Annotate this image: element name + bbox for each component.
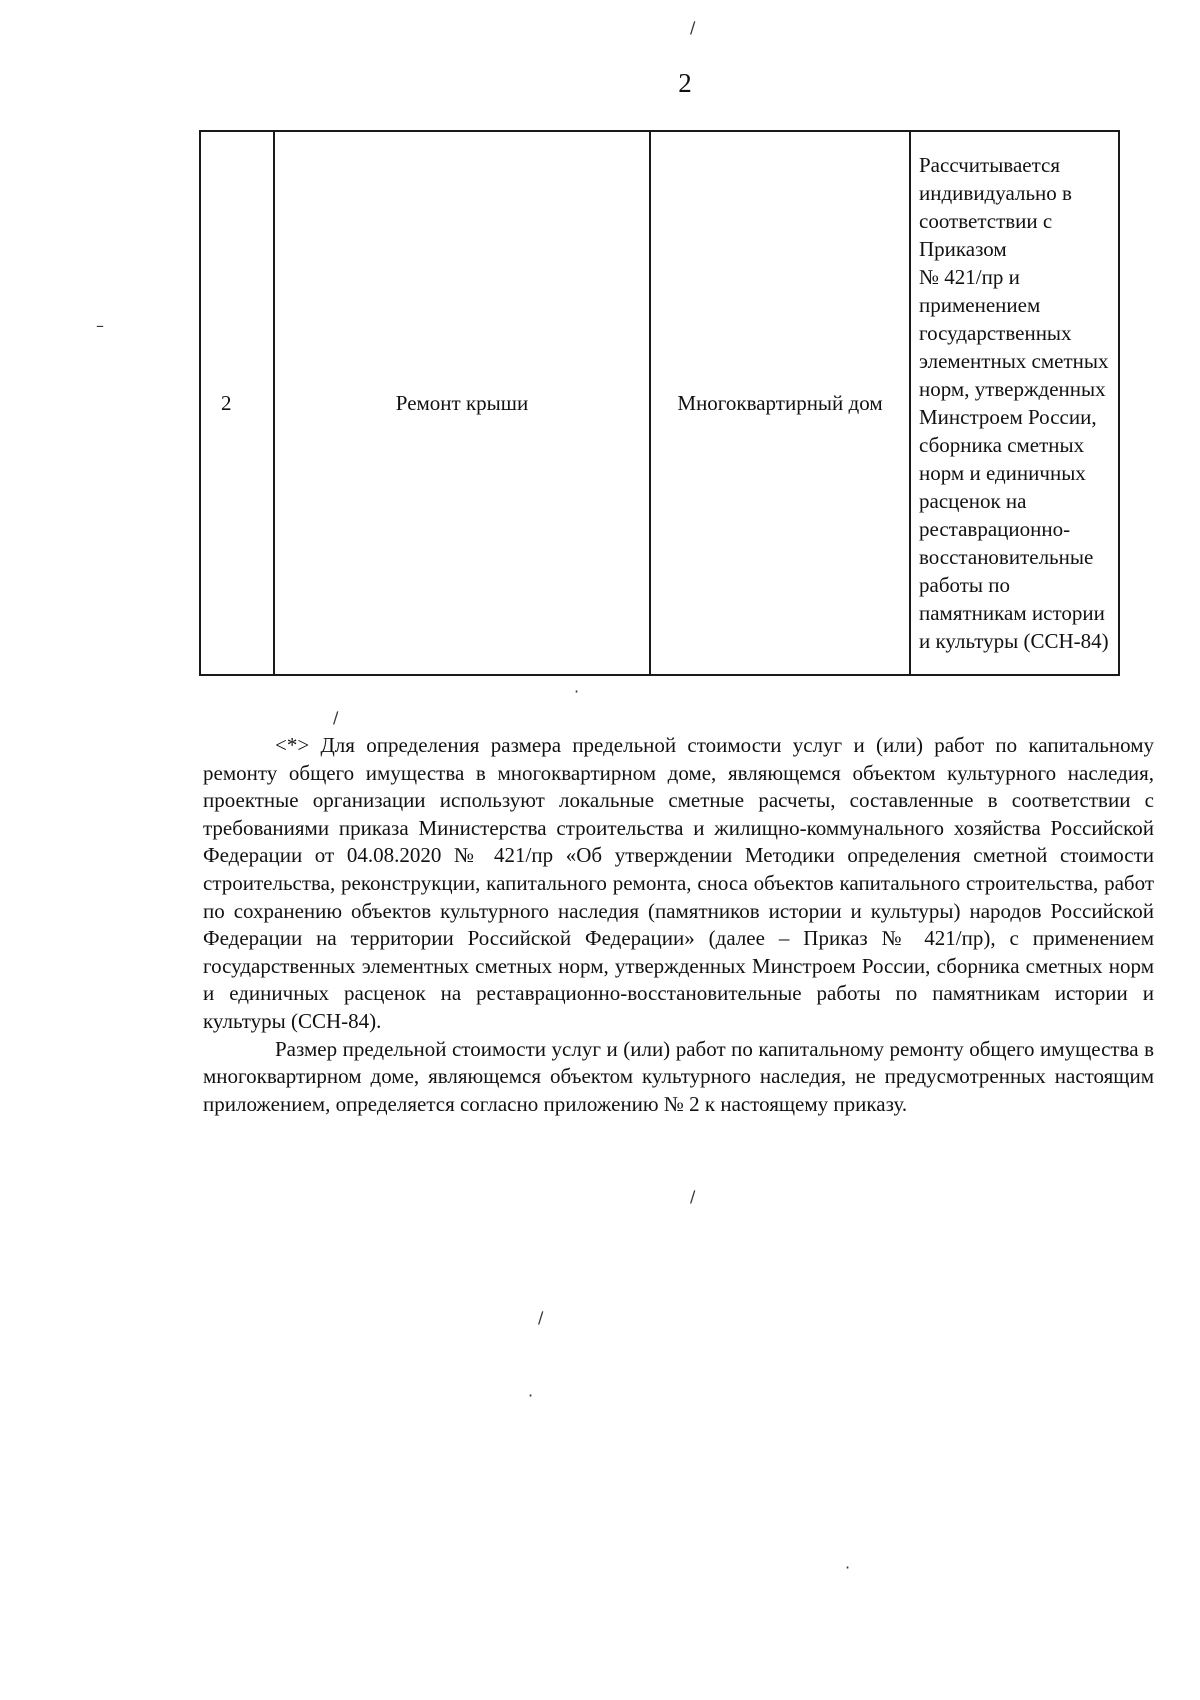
cost-line: Приказом [919, 237, 1007, 261]
page-number: 2 [678, 68, 692, 98]
cost-line: № 421/пр и [919, 265, 1020, 289]
cost-method-cell [910, 131, 1119, 675]
cost-line: Минстроем России, [919, 405, 1097, 429]
cost-line: расценок на [919, 489, 1027, 513]
cost-line: работы по [919, 573, 1011, 597]
cost-line: соответствии с [919, 209, 1053, 233]
scan-mark: ∕ [690, 1187, 696, 1206]
row-number-cell: 2 [200, 131, 274, 675]
cost-line: реставрационно- [919, 517, 1071, 541]
cost-table-container [199, 130, 1120, 676]
object-type-cell: Многоквартирный дом [650, 131, 910, 675]
cost-line: индивидуально в [919, 181, 1072, 205]
cost-line: памятникам истории [919, 601, 1105, 625]
footnote-paragraph: <*> Для определения размера предельной стоимости услуг и (или) работ по капитальному ремонту общего имущества в многоквартирном доме, являющемся объектом культурного наследия, проектные организации используют локальные сметные расчеты, составленные в соответствии с требованиями приказа Министерства строительства и жилищно-коммунального хозяйства Российской Федерации от 04.08.2020 № 421/пр «Об утверждении Методики определения сметной стоимости строительства, реконструкции, капитального ремонта, сноса объектов капитального строительства, работ по сохранению объектов культурного наследия (памятников истории и культуры) народов Российской Федерации на территории Российской Федерации» (далее – Приказ № 421/пр), с применением государственных элементных сметных норм, утвержденных Минстроем России, сборника сметных норм и единичных расценок на реставрационно-восстановительные работы по памятникам истории и культуры (ССН-84). [203, 733, 1154, 1033]
footnote-section [203, 732, 1154, 1118]
cost-line: и культуры (ССН-84) [919, 629, 1109, 653]
scan-mark: · [528, 1386, 534, 1405]
cost-line: элементных сметных [919, 349, 1109, 373]
scan-mark: ∕ [690, 18, 696, 37]
cost-line: норм, утвержденных [919, 377, 1106, 401]
cost-line: восстановительные [919, 545, 1094, 569]
scan-mark: ∕ [333, 708, 339, 727]
table-row [200, 131, 1119, 675]
scan-mark: – [96, 316, 104, 335]
cost-line: Рассчитывается [919, 153, 1061, 177]
cost-line: сборника сметных [919, 433, 1085, 457]
scan-mark: · [574, 682, 580, 701]
cost-line: применением [919, 293, 1041, 317]
cost-table [199, 130, 1120, 676]
cost-line: норм и единичных [919, 461, 1086, 485]
note-paragraph: Размер предельной стоимости услуг и (или) работ по капитальному ремонту общего имущества в многоквартирном доме, являющемся объектом культурного наследия, не предусмотренных настоящим приложением, определяется согласно приложению № 2 к настоящему приказу. [203, 1036, 1154, 1116]
scan-mark: ∕ [538, 1308, 544, 1327]
work-type-cell: Ремонт крыши [274, 131, 650, 675]
scan-mark: · [845, 1558, 851, 1577]
cost-line: государственных [919, 321, 1072, 345]
